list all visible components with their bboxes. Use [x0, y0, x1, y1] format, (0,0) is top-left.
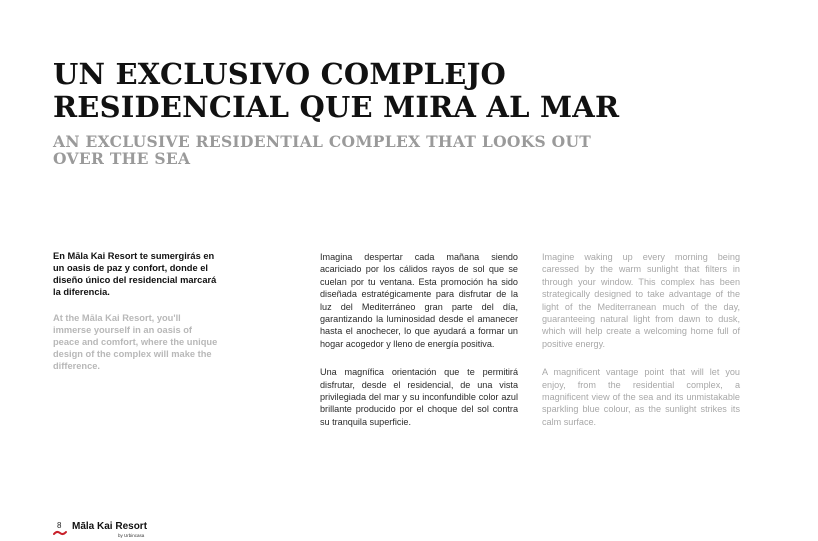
body-paragraph: Imagine waking up every morning being caressed by the warm sunlight that filters in through your window. This complex has been strategically designed to take advantage of the light of the Mediterranean much of the day, guaranteeing natural light from dawn to dusk, which will help create a welcoming home full of positive energy.: [542, 252, 740, 349]
body-paragraph: Imagina despertar cada mañana siendo acariciado por los cálidos rayos de sol que se cuelan por tu ventana. Esta promoción ha sido diseñada estratégicamente para disfrutar de la luz del Mediterráneo gran parte del día, garantizando la luminosidad desde el amanecer hasta el anochecer, lo que ayudará a formar un hogar acogedor y lleno de energía positiva.: [320, 252, 518, 349]
title-line: UN EXCLUSIVO COMPLEJO: [53, 57, 506, 91]
brand-logo-name: Māla Kai Resort: [72, 521, 148, 532]
body-column-english: [542, 251, 740, 428]
subtitle-line: OVER THE SEA: [53, 149, 191, 168]
intro-english: At the Māla Kai Resort, you'll immerse yourself in an oasis of peace and comfort, where the unique design of the complex will make the difference.: [53, 313, 218, 371]
body-paragraph: A magnificent vantage point that will let you enjoy, from the residential complex, a magnificent view of the sea and its unmistakable sparkling blue colour, as the sunlight strikes its calm surface.: [542, 367, 740, 427]
intro-spanish: En Māla Kai Resort te sumergirás en un oasis de paz y confort, donde el diseño único del residencial marcará la diferencia.: [53, 251, 217, 297]
title-line: RESIDENCIAL QUE MIRA AL MAR: [53, 90, 620, 124]
page-number: 8: [57, 521, 62, 530]
intro-block: [53, 250, 218, 372]
page-footer: [53, 521, 173, 541]
brand-logo-sub: by Urbincasa: [118, 533, 145, 538]
page-title: [53, 57, 620, 124]
body-paragraph: Una magnífica orientación que te permitirá disfrutar, desde el residencial, de una vista privilegiada del mar y su inconfundible color azul brillante producido por el choque del sol contra su tranquila superficie.: [320, 367, 518, 427]
body-column-spanish: [320, 251, 518, 428]
subtitle-line: AN EXCLUSIVE RESIDENTIAL COMPLEX THAT LOOKS OUT: [53, 132, 592, 151]
wave-logo-icon: [53, 530, 67, 536]
page-subtitle: [53, 132, 592, 168]
